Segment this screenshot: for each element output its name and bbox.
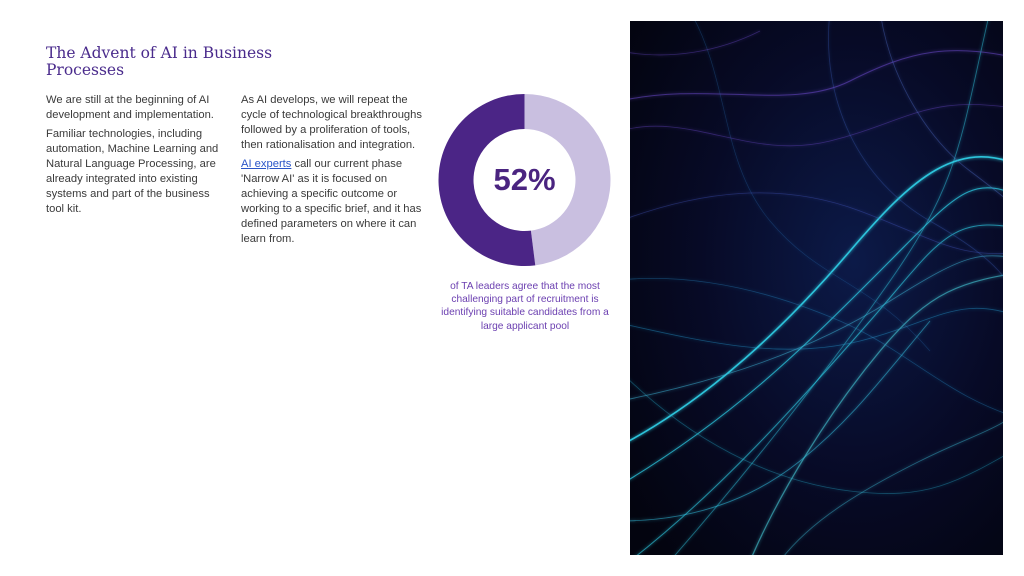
hero-artwork	[630, 21, 1003, 555]
left-paragraph-1: We are still at the beginning of AI development and implementation.	[46, 94, 214, 121]
stat-value: 52%	[493, 162, 556, 197]
right-text-column	[241, 93, 425, 251]
right-paragraph-1: As AI develops, we will repeat the cycle of technological breakthroughs followed by a proliferation of tools, then rationalisation and integration.	[241, 94, 422, 151]
right-paragraph-2	[241, 157, 425, 247]
ai-experts-link[interactable]: AI experts	[241, 158, 292, 170]
left-text-column	[46, 93, 228, 221]
right-paragraph-2-text: call our current phase 'Narrow AI' as it is focused on achieving a specific outcome or working to a specific brief, and it has defined parameters on where it can learn from.	[241, 158, 422, 245]
stat-donut-chart	[437, 91, 612, 269]
abstract-blue-light-strands-image	[630, 21, 1003, 555]
page-title: The Advent of AI in Business Processes	[46, 44, 273, 79]
stat-caption: of TA leaders agree that the most challenging part of recruitment is identifying suitable candidates from a large applicant pool	[441, 281, 609, 332]
left-paragraph-2: Familiar technologies, including automation, Machine Learning and Natural Language Processing, are already integrated into existing systems and part of the business tool kit.	[46, 128, 219, 215]
